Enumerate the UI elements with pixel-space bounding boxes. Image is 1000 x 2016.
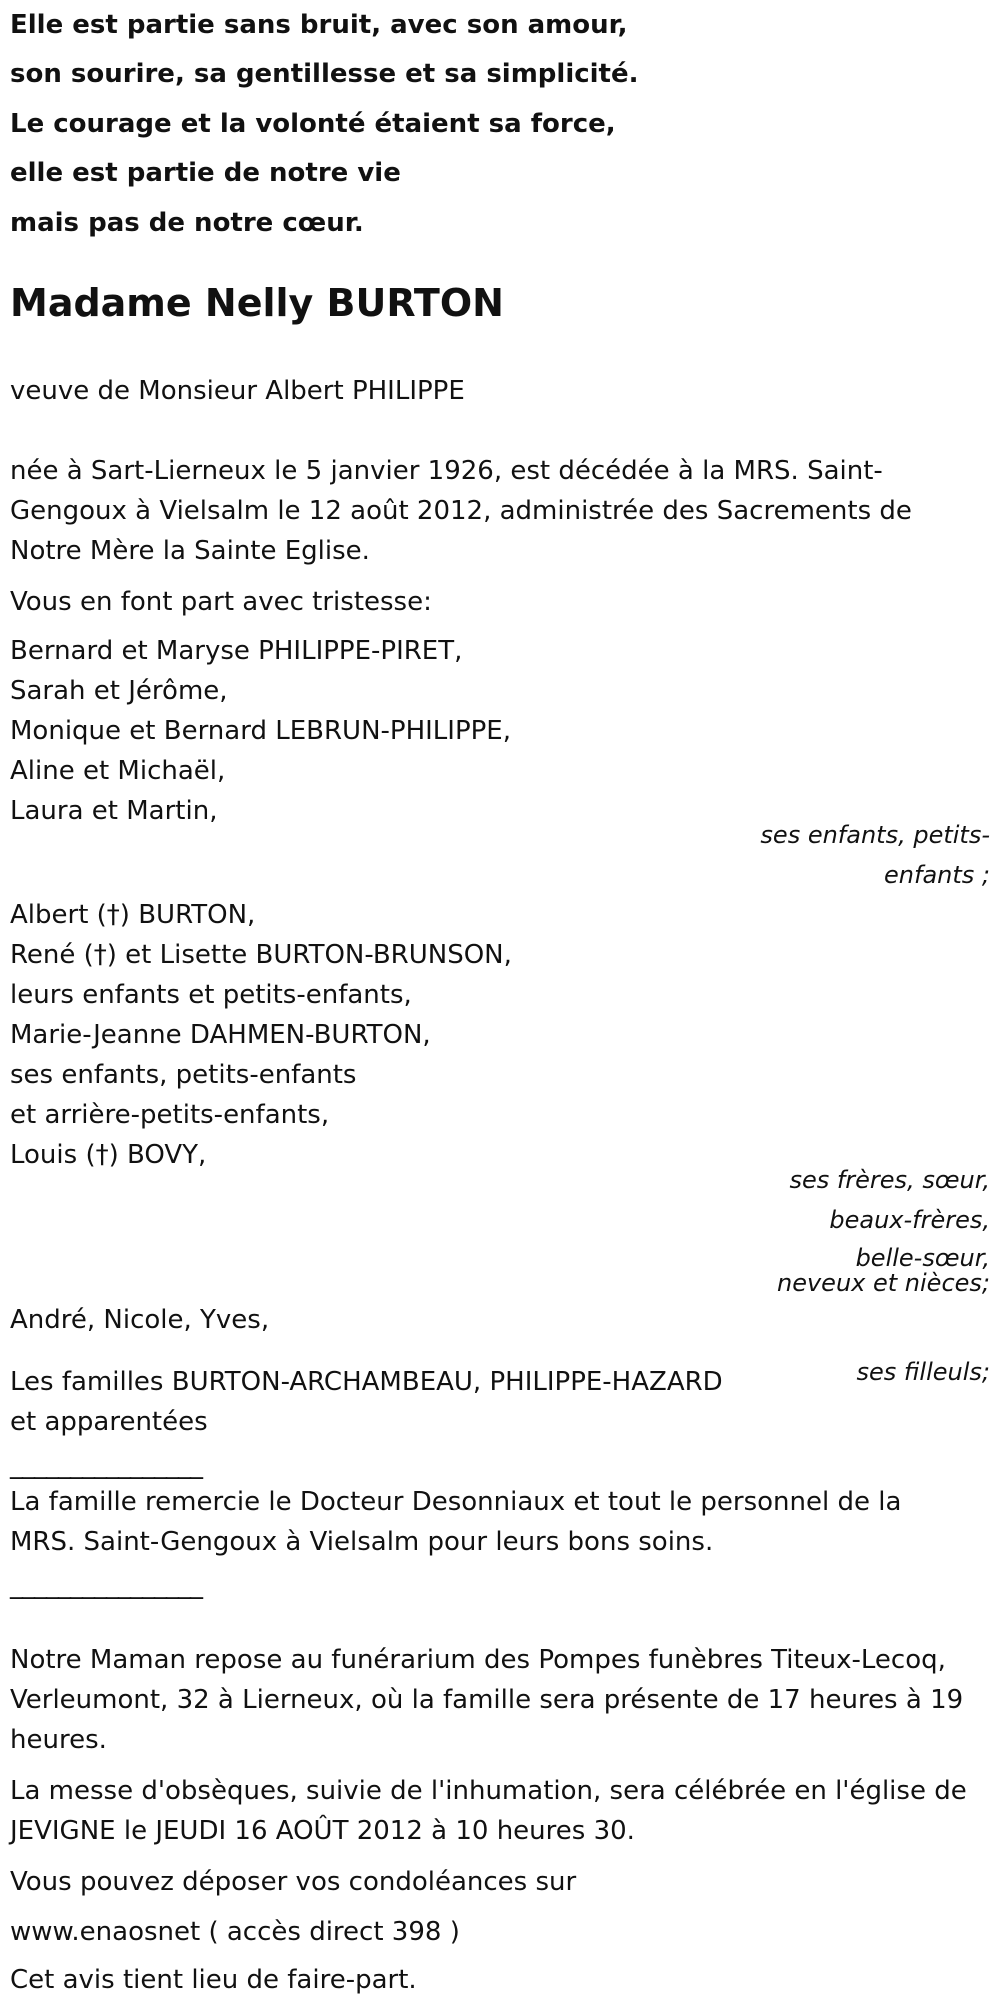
bio-line-1: née à Sart-Lierneux le 5 janvier 1926, est décédée à la MRS. Saint- (10, 456, 883, 486)
poem-line-5: mais pas de notre cœur. (10, 208, 364, 238)
condolences-line-1: Vous pouvez déposer vos condoléances sur (10, 1867, 577, 1897)
children-line-3: Monique et Bernard LEBRUN-PHILIPPE, (10, 716, 511, 746)
obituary-notice (10, 0, 990, 2016)
deceased-name: Madame Nelly BURTON (10, 281, 504, 325)
siblings-line-1: Albert (†) BURTON, (10, 900, 256, 930)
poem-line-2: son sourire, sa gentillesse et sa simplicité. (10, 59, 639, 89)
children-role-line-1: ses enfants, petits- (760, 821, 990, 849)
separator-2: ________________ (10, 1570, 202, 1600)
funeral-home-line-3: heures. (10, 1725, 107, 1755)
siblings-role-line-3: belle-sœur, (855, 1244, 990, 1272)
poem-line-1: Elle est partie sans bruit, avec son amour, (10, 10, 628, 40)
children-line-2: Sarah et Jérôme, (10, 676, 228, 706)
mass-line-1: La messe d'obsèques, suivie de l'inhumation, sera célébrée en l'église de (10, 1776, 967, 1806)
siblings-line-3: leurs enfants et petits-enfants, (10, 980, 412, 1010)
siblings-line-6: et arrière-petits-enfants, (10, 1100, 330, 1130)
siblings-line-4: Marie-Jeanne DAHMEN-BURTON, (10, 1020, 431, 1050)
condolences-line-2: www.enaosnet ( accès direct 398 ) (10, 1917, 460, 1947)
closing-note: Cet avis tient lieu de faire-part. (10, 1965, 417, 1995)
announcement: Vous en font part avec tristesse: (10, 587, 432, 617)
bio-line-2: Gengoux à Vielsalm le 12 août 2012, administrée des Sacrements de (10, 496, 912, 526)
siblings-role-line-1: ses frères, sœur, (789, 1166, 990, 1194)
godchildren: André, Nicole, Yves, (10, 1305, 270, 1335)
siblings-line-2: René (†) et Lisette BURTON-BRUNSON, (10, 940, 512, 970)
siblings-role-line-2: beaux-frères, (829, 1206, 990, 1234)
children-role-line-2: enfants ; (884, 861, 990, 889)
thanks-line-1: La famille remercie le Docteur Desonniaux et tout le personnel de la (10, 1487, 902, 1517)
siblings-line-7: Louis (†) BOVY, (10, 1140, 207, 1170)
bio-line-3: Notre Mère la Sainte Eglise. (10, 536, 370, 566)
separator-1: ________________ (10, 1450, 202, 1480)
godchildren-role: ses filleuls; (856, 1358, 990, 1386)
mass-line-2: JEVIGNE le JEUDI 16 AOÛT 2012 à 10 heures 30. (10, 1816, 635, 1846)
poem-line-4: elle est partie de notre vie (10, 158, 401, 188)
children-line-1: Bernard et Maryse PHILIPPE-PIRET, (10, 636, 463, 666)
funeral-home-line-2: Verleumont, 32 à Lierneux, où la famille sera présente de 17 heures à 19 (10, 1685, 964, 1715)
funeral-home-line-1: Notre Maman repose au funérarium des Pompes funèbres Titeux-Lecoq, (10, 1645, 946, 1675)
families-line-2: et apparentées (10, 1407, 208, 1437)
siblings-line-5: ses enfants, petits-enfants (10, 1060, 357, 1090)
children-line-4: Aline et Michaël, (10, 756, 226, 786)
widow-of: veuve de Monsieur Albert PHILIPPE (10, 376, 465, 406)
thanks-line-2: MRS. Saint-Gengoux à Vielsalm pour leurs bons soins. (10, 1527, 714, 1557)
children-line-5: Laura et Martin, (10, 796, 218, 826)
siblings-role-line-4: neveux et nièces; (777, 1269, 990, 1297)
poem-line-3: Le courage et la volonté étaient sa force, (10, 109, 616, 139)
families-line-1: Les familles BURTON-ARCHAMBEAU, PHILIPPE-HAZARD (10, 1367, 723, 1397)
